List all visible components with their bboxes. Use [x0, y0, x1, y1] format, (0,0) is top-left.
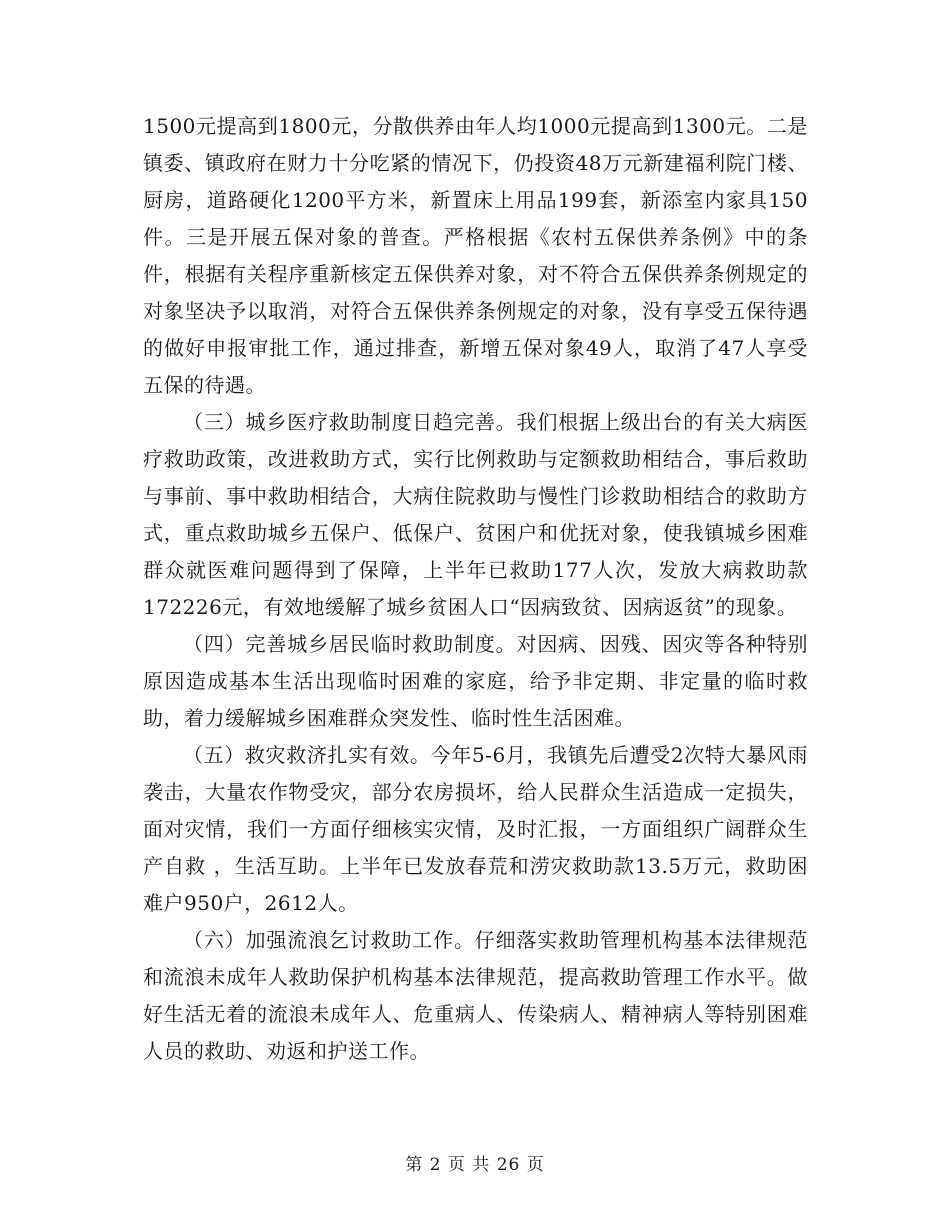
document-body [143, 108, 808, 1070]
page-footer: 第 2 页 共 26 页 [405, 1155, 545, 1175]
paragraph-welfare-continued: 1500元提高到1800元，分散供养由年人均1000元提高到1300元。二是镇委、镇政府在财力十分吃紧的情况下，仍投资48万元新建福利院门楼、厨房，道路硬化1200平方米，新置床上用品199套，新添室内家具150件。三是开展五保对象的普查。严格根据《农村五保供养条例》中的条件，根据有关程序重新核定五保供养对象，对不符合五保供养条例规定的对象坚决予以取消，对符合五保供养条例规定的对象，没有享受五保待遇的做好申报审批工作，通过排查，新增五保对象49人，取消了47人享受五保的待遇。 [143, 114, 808, 397]
paragraph-temporary-aid: （四）完善城乡居民临时救助制度。对因病、因残、因灾等各种特别原因造成基本生活出现临时困难的家庭，给予非定期、非定量的临时救助，着力缓解城乡困难群众突发性、临时性生活困难。 [143, 632, 808, 730]
paragraph-disaster-relief: （五）救灾救济扎实有效。今年5-6月，我镇先后遭受2次特大暴风雨袭击，大量农作物受灾，部分农房损坏，给人民群众生活造成一定损失，面对灾情，我们一方面仔细核实灾情，及时汇报，一方面组织广阔群众生产自救 ，生活互助。上半年已发放春荒和涝灾救助款13.5万元，救助困难户950户，2612人。 [143, 743, 808, 915]
paragraph-vagrant-aid: （六）加强流浪乞讨救助工作。仔细落实救助管理机构基本法律规范和流浪未成年人救助保护机构基本法律规范，提高救助管理工作水平。做好生活无着的流浪未成年人、危重病人、传染病人、精神病人等特别困难人员的救助、劝返和护送工作。 [143, 928, 808, 1063]
paragraph-medical-aid: （三）城乡医疗救助制度日趋完善。我们根据上级出台的有关大病医疗救助政策，改进救助方式，实行比例救助与定额救助相结合，事后救助与事前、事中救助相结合，大病住院救助与慢性门诊救助相结合的救助方式，重点救助城乡五保户、低保户、贫困户和优抚对象，使我镇城乡困难群众就医难问题得到了保障，上半年已救助177人次，发放大病救助款172226元，有效地缓解了城乡贫困人口“因病致贫、因病返贫”的现象。 [143, 410, 808, 619]
